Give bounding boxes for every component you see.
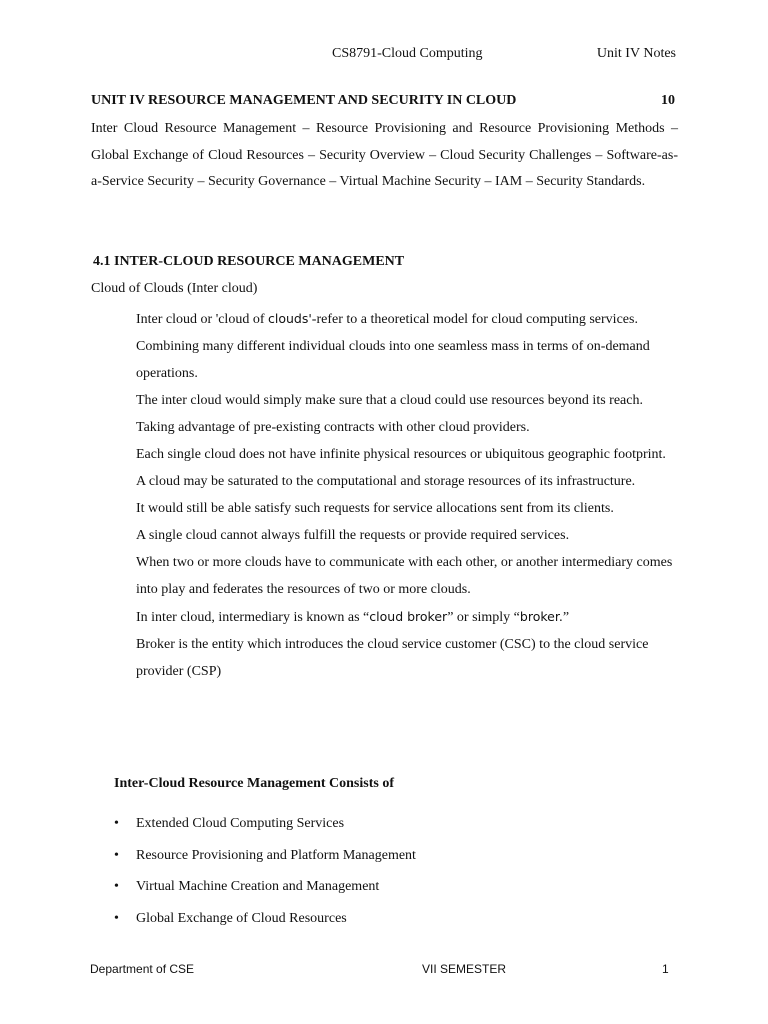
list-item: [112, 603, 678, 631]
list-item: [113, 816, 416, 848]
list-item-text: Taking advantage of pre-existing contracts with other cloud providers.: [136, 420, 530, 435]
list-item-code: broker.: [519, 609, 563, 624]
header-unit-notes: Unit IV Notes: [596, 46, 676, 61]
list-item: [112, 631, 678, 685]
list-item: [112, 522, 678, 549]
list-item: [112, 495, 678, 522]
list-item: [113, 911, 416, 943]
list-item: [112, 468, 678, 495]
unit-hours: 10: [661, 93, 675, 108]
section-subheading: Cloud of Clouds (Inter cloud): [91, 281, 258, 296]
list-item-text: Virtual Machine Creation and Management: [136, 879, 380, 894]
list-item-text: When two or more clouds have to communicate with each other, or another intermediary comes into play and federates the resources of two or more clouds.: [136, 555, 673, 597]
consists-list: [113, 816, 416, 942]
list-item-text: Global Exchange of Cloud Resources: [136, 910, 347, 926]
header-course-title: CS8791-Cloud Computing: [332, 46, 483, 61]
list-item-text: ” or simply “: [447, 610, 520, 625]
list-item-text: Resource Provisioning and Platform Management: [136, 847, 416, 863]
list-item-text: It would still be able satisfy such requests for service allocations sent from its clients.: [136, 501, 614, 516]
bullet-dot-icon: •: [114, 910, 119, 926]
list-item: [112, 441, 678, 468]
list-item: [112, 414, 678, 441]
list-item-text: Extended Cloud Computing Services: [136, 816, 345, 831]
list-item-text: Each single cloud does not have infinite physical resources or ubiquitous geographic footprint.: [136, 447, 666, 462]
bullet-dot-icon: •: [114, 879, 119, 894]
footer-page-number: 1: [662, 962, 669, 976]
unit-syllabus: Inter Cloud Resource Management – Resource Provisioning and Resource Provisioning Methods – Global Exchange of Cloud Resources – Security Overview – Cloud Security Challenges – Software-as-a-Service Security – Security Governance – Virtual Machine Security – IAM – Security Standards.: [91, 121, 678, 189]
list-item: [112, 333, 678, 387]
list-item: [112, 387, 678, 414]
list-item-text: Combining many different individual clouds into one seamless mass in terms of on-demand operations.: [136, 339, 650, 381]
intercloud-bullet-list: [112, 305, 678, 685]
list-item-text: The inter cloud would simply make sure that a cloud could use resources beyond its reach.: [136, 393, 643, 408]
list-item-text: Broker is the entity which introduces the cloud service customer (CSC) to the cloud service provider (CSP): [136, 637, 649, 679]
section-heading: 4.1 INTER-CLOUD RESOURCE MANAGEMENT: [93, 254, 405, 269]
list-item: [112, 305, 678, 333]
unit-title: [91, 93, 675, 109]
footer-semester: VII SEMESTER: [422, 962, 507, 976]
list-item-text: -refer to a theoretical model for cloud computing services.: [311, 312, 638, 327]
list-item-text: ”: [562, 610, 570, 625]
list-item: [113, 848, 416, 880]
list-item-code: cloud broker: [369, 609, 448, 624]
bullet-dot-icon: •: [114, 847, 119, 863]
bullet-dot-icon: •: [114, 816, 119, 831]
consists-heading: Inter-Cloud Resource Management Consists of: [114, 776, 394, 791]
footer-department: Department of CSE: [90, 962, 195, 976]
list-item: [113, 879, 416, 911]
list-item-text: A single cloud cannot always fulfill the requests or provide required services.: [136, 528, 570, 543]
list-item-text: In inter cloud, intermediary is known as “: [136, 610, 370, 625]
unit-title-text: UNIT IV RESOURCE MANAGEMENT AND SECURITY IN CLOUD: [91, 93, 517, 108]
list-item: [112, 549, 678, 603]
list-item-code: clouds': [267, 311, 312, 326]
list-item-text: A cloud may be saturated to the computational and storage resources of its infrastructure.: [136, 474, 636, 489]
list-item-text: Inter cloud or 'cloud of: [136, 312, 268, 327]
